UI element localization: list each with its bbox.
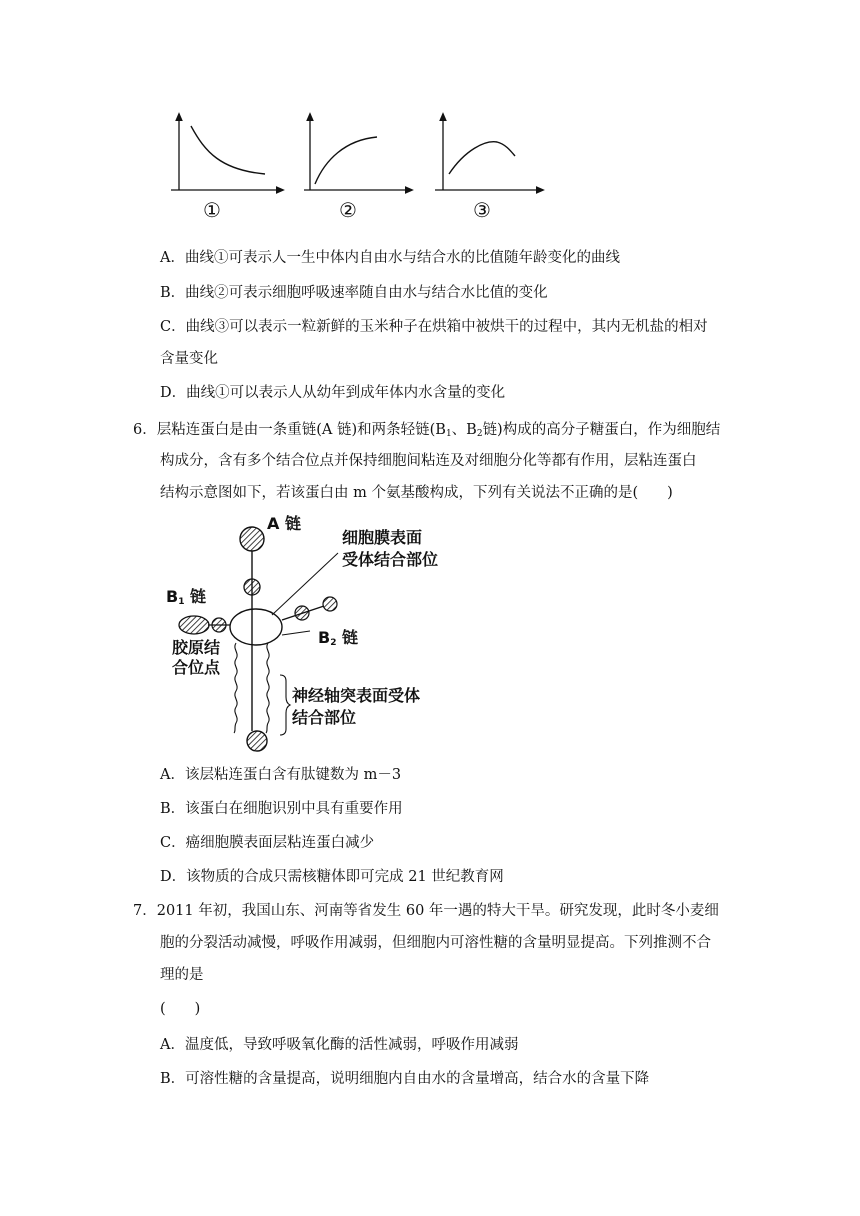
b1-chain-small-sphere	[212, 618, 226, 632]
q6-stem-line-1: 6．层粘连蛋白是由一条重链(A 链)和两条轻链($B_1$、$B_2$链)构成的高分子糖蛋白，作为细胞结	[133, 422, 721, 439]
curve-2	[315, 137, 377, 184]
q6-option-d: D．该物质的合成只需核糖体即可完成 21 世纪教育网	[160, 869, 504, 885]
q5-option-b: B．曲线②可表示细胞呼吸速率随自由水与结合水比值的变化	[160, 285, 548, 301]
q6-stem-line-3: 结构示意图如下，若该蛋白由 m 个氨基酸构成，下列有关说法不正确的是( )	[160, 485, 673, 501]
q7-answer-blank: ( )	[160, 1001, 201, 1017]
label-membrane-receptor-1: 细胞膜表面	[342, 528, 423, 547]
label-neurite-receptor-1: 神经轴突表面受体	[292, 686, 421, 705]
label-neurite-receptor-2: 结合部位	[292, 708, 357, 727]
curve-3	[449, 142, 515, 174]
q5-option-d: D．曲线①可以表示人从幼年到成年体内水含量的变化	[160, 385, 506, 401]
graph-label-3: ③	[473, 198, 491, 222]
b2-chain-sphere-1	[295, 606, 309, 620]
a-chain-mid-sphere	[244, 579, 260, 595]
label-a-chain: A 链	[267, 514, 301, 533]
label-b2-chain: $B_2$ 链	[318, 628, 359, 648]
b2-chain-sphere-2	[323, 597, 337, 611]
label-b1-chain: $B_1$ 链	[166, 587, 207, 607]
q5-option-c: C．曲线③可以表示一粒新鲜的玉米种子在烘箱中被烘干的过程中，其内无机盐的相对	[160, 319, 708, 335]
a-chain-top-sphere	[240, 527, 264, 551]
label-collagen-site-1: 胶原结	[172, 638, 221, 657]
wavy-strand-left	[234, 643, 237, 733]
a-chain-bottom-sphere	[247, 731, 267, 751]
q5-option-c-cont: 含量变化	[160, 351, 218, 367]
wavy-strand-right	[266, 643, 269, 733]
q7-stem-line-1: 7．2011 年初，我国山东、河南等省发生 60 年一遇的特大干旱。研究发现，此时冬小麦细	[133, 903, 719, 919]
b1-chain-sphere	[179, 616, 209, 634]
graph-1	[171, 116, 281, 190]
q6-option-b: B．该蛋白在细胞识别中具有重要作用	[160, 801, 403, 817]
q7-stem-line-3: 理的是	[160, 967, 204, 983]
graph-3	[435, 116, 541, 190]
q7-option-b: B．可溶性糖的含量提高，说明细胞内自由水的含量增高，结合水的含量下降	[160, 1071, 650, 1087]
graph-label-2: ②	[339, 198, 357, 222]
label-collagen-site-2: 合位点	[172, 658, 221, 677]
curve-1	[191, 126, 265, 174]
q7-option-a: A．温度低，导致呼吸氧化酶的活性减弱，呼吸作用减弱	[160, 1037, 519, 1053]
q6-option-a: A．该层粘连蛋白含有肽键数为 m－3	[160, 767, 402, 783]
q6-stem-line-2: 构成分，含有多个结合位点并保持细胞间粘连及对细胞分化等都有作用，层粘连蛋白	[160, 453, 697, 469]
q7-stem-line-2: 胞的分裂活动减慢，呼吸作用减弱，但细胞内可溶性糖的含量明显提高。下列推测不合	[160, 935, 711, 951]
q6-option-c: C．癌细胞膜表面层粘连蛋白减少	[160, 835, 375, 851]
graph-label-1: ①	[203, 198, 221, 222]
q5-option-a: A．曲线①可表示人一生中体内自由水与结合水的比值随年龄变化的曲线	[160, 250, 620, 266]
label-membrane-receptor-2: 受体结合部位	[342, 550, 439, 569]
graph-2	[304, 116, 410, 190]
neurite-brace	[280, 675, 290, 735]
central-ellipse	[230, 609, 282, 645]
